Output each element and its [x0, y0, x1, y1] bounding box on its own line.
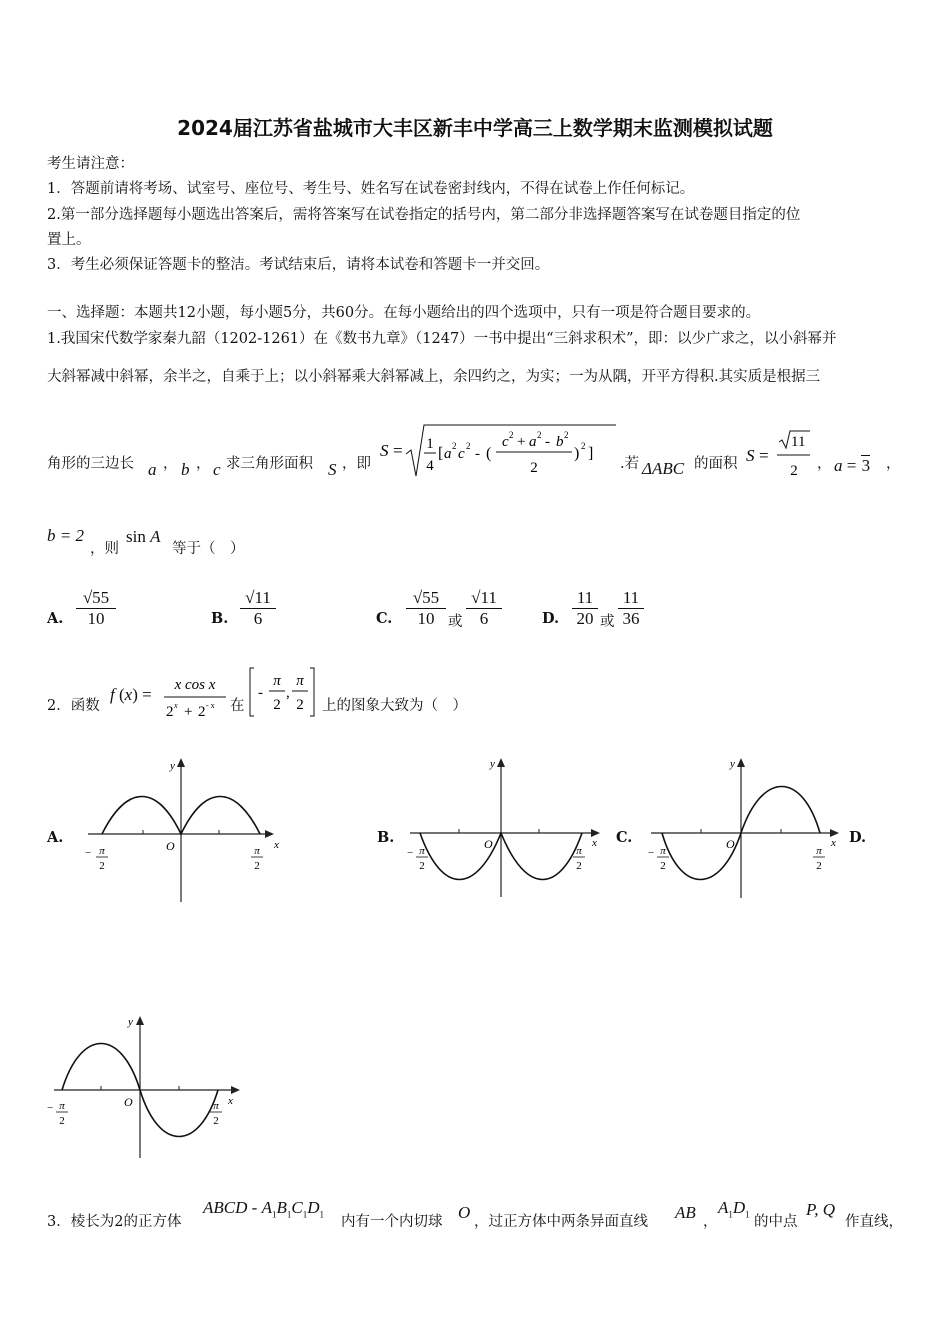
- svg-text:+: +: [517, 434, 526, 450]
- q1-text: 角形的三边长: [47, 456, 134, 472]
- sin-a: sin A: [126, 527, 161, 546]
- svg-text:): ): [574, 445, 580, 462]
- svg-text:y: y: [128, 1016, 133, 1028]
- svg-text:π: π: [660, 845, 666, 857]
- svg-text:S: S: [380, 441, 389, 460]
- sphere-center: O: [458, 1203, 471, 1222]
- svg-text:2: 2: [581, 441, 586, 451]
- line-ab: AB: [675, 1203, 696, 1222]
- svg-text:2: 2: [419, 860, 425, 872]
- svg-text:2: 2: [564, 430, 569, 440]
- svg-text:x cos x: x cos x: [174, 677, 216, 693]
- svg-text:a: a: [444, 446, 452, 462]
- option-c-fraction: $\frac{√55}{10}$: [406, 588, 446, 629]
- notice-item: 3．考生必须保证答题卡的整洁。考试结束后，请将本试卷和答题卡一并交回。: [47, 257, 550, 273]
- option-label: D.: [542, 610, 560, 627]
- svg-text:2: 2: [452, 441, 457, 451]
- q3-text: ，过正方体中两条异面直线: [474, 1214, 648, 1230]
- graph-c: [645, 752, 845, 904]
- points-pq: P, Q: [806, 1200, 835, 1219]
- q2-text: 在: [230, 698, 245, 714]
- graph-label: A.: [47, 829, 64, 846]
- q1-text-line: 1.我国宋代数学家秦九韶（1202-1261）在《数书九章》（1247）一书中提出“三斜求积术”，即：以少广求之，以小斜幂并: [47, 331, 837, 347]
- q1-text: 等于（ ）: [172, 541, 245, 557]
- svg-text:y: y: [170, 760, 175, 772]
- var-b: b: [181, 460, 190, 479]
- svg-text:x: x: [174, 701, 178, 710]
- svg-text:2: 2: [530, 460, 538, 476]
- svg-text:2: 2: [213, 1115, 219, 1127]
- triangle-abc: ΔABC: [642, 459, 685, 478]
- svg-text:2: 2: [660, 860, 666, 872]
- function-fraction: [162, 668, 228, 722]
- svg-text:2: 2: [273, 697, 281, 713]
- svg-text:O: O: [484, 837, 493, 851]
- svg-text:2: 2: [576, 860, 582, 872]
- notice-heading: 考生请注意：: [47, 156, 134, 172]
- section-heading: 一、选择题：本题共12小题，每小题5分，共60分。在每小题给出的四个选项中，只有一项是符合题目要求的。: [47, 305, 761, 321]
- graph-label: D.: [849, 829, 867, 846]
- q2-text: 上的图象大致为（ ）: [322, 698, 467, 714]
- a-value: a = 3: [834, 456, 871, 475]
- option-d-fraction-2: $\frac{11}{36}$: [618, 588, 644, 629]
- svg-text:π: π: [296, 673, 304, 689]
- svg-text:=: =: [393, 441, 403, 460]
- q3-text: 作直线，: [845, 1214, 903, 1230]
- q1-text: ，即: [342, 456, 371, 472]
- interval: [248, 664, 320, 720]
- svg-text:−: −: [47, 1102, 54, 1114]
- graph-label: B.: [377, 829, 395, 846]
- notice-item: 1．答题前请将考场、试室号、座位号、考生号、姓名写在试卷密封线内，不得在试卷上作任何标记。: [47, 181, 695, 197]
- option-d-fraction: $\frac{11}{20}$: [572, 588, 598, 629]
- svg-text:b: b: [556, 434, 564, 450]
- q2-text: 2．函数: [47, 698, 100, 714]
- svg-text:c: c: [458, 446, 465, 462]
- svg-text:x: x: [831, 837, 836, 849]
- svg-text:x: x: [228, 1095, 233, 1107]
- q3-text: 3．棱长为2的正方体: [47, 1214, 182, 1230]
- svg-text:2: 2: [509, 430, 514, 440]
- var-S: S: [328, 460, 337, 479]
- svg-text:π: π: [576, 845, 582, 857]
- cube-name: ABCD - $A_1B_1C_1D_1$: [203, 1198, 324, 1220]
- graph-d: [44, 1012, 249, 1162]
- svg-text:2: 2: [166, 704, 174, 720]
- svg-text:2: 2: [99, 860, 105, 872]
- q1-text: 的面积: [694, 456, 738, 472]
- svg-text:4: 4: [426, 458, 434, 474]
- line-a1d1: $A_1D_1$: [718, 1198, 750, 1220]
- heron-formula: [378, 418, 618, 480]
- option-a-fraction: $\frac{√55}{10}$: [76, 588, 116, 629]
- option-c-fraction-2: $\frac{√11}{6}$: [466, 588, 502, 629]
- svg-text:-: -: [258, 685, 263, 701]
- svg-text:-: -: [475, 446, 480, 462]
- svg-text:11: 11: [791, 434, 806, 450]
- svg-text:]: ]: [588, 445, 594, 462]
- svg-text:O: O: [124, 1095, 133, 1109]
- var-c: c: [213, 460, 221, 479]
- q3-text: 的中点: [754, 1214, 798, 1230]
- svg-text:-: -: [545, 434, 550, 450]
- svg-text:2: 2: [296, 697, 304, 713]
- notice-item: 2.第一部分选择题每小题选出答案后，需将答案写在试卷指定的括号内，第二部分非选择题答案写在试卷题目指定的位: [47, 207, 801, 223]
- q1-text: .若: [620, 456, 640, 472]
- b-value: b = 2: [47, 526, 84, 545]
- graph-b: [404, 752, 604, 904]
- svg-text:2: 2: [816, 860, 822, 872]
- svg-text:π: π: [816, 845, 822, 857]
- svg-text:(: (: [486, 445, 492, 462]
- option-label: A.: [47, 610, 64, 627]
- option-b-fraction: $\frac{√11}{6}$: [240, 588, 276, 629]
- q1-text-line: 大斜幂减中斜幂，余半之，自乘于上；以小斜幂乘大斜幂减上，余四约之，为实；一为从隅，开平方得积.其实质是根据三: [47, 369, 821, 385]
- svg-text:−: −: [407, 847, 414, 859]
- svg-text:2: 2: [254, 860, 260, 872]
- svg-text:π: π: [99, 845, 105, 857]
- svg-text:−: −: [85, 847, 92, 859]
- graph-a: [82, 752, 282, 904]
- svg-text:y: y: [490, 758, 495, 770]
- svg-text:2: 2: [537, 430, 542, 440]
- svg-text:π: π: [59, 1100, 65, 1112]
- option-label: B.: [211, 610, 229, 627]
- svg-text:2: 2: [790, 463, 798, 479]
- svg-text:S: S: [746, 446, 755, 465]
- svg-text:O: O: [166, 839, 175, 853]
- q1-text: ，则: [90, 541, 119, 557]
- area-value: [744, 428, 814, 482]
- svg-text:,: ,: [286, 685, 290, 701]
- svg-text:O: O: [726, 837, 735, 851]
- svg-text:=: =: [759, 446, 769, 465]
- function-name: f (x) =: [110, 685, 152, 704]
- graph-label: C.: [616, 829, 633, 846]
- svg-text:π: π: [419, 845, 425, 857]
- q3-text: 内有一个内切球: [341, 1214, 443, 1230]
- q1-text: 求三角形面积: [226, 456, 313, 472]
- svg-text:2: 2: [198, 704, 206, 720]
- notice-item: 置上。: [47, 232, 91, 248]
- svg-text:y: y: [730, 758, 735, 770]
- svg-text:π: π: [273, 673, 281, 689]
- svg-text:- x: - x: [206, 701, 215, 710]
- svg-text:[: [: [438, 445, 444, 462]
- svg-text:2: 2: [59, 1115, 65, 1127]
- svg-text:−: −: [648, 847, 655, 859]
- svg-text:1: 1: [426, 436, 434, 452]
- svg-text:a: a: [529, 434, 537, 450]
- var-a: a: [148, 460, 157, 479]
- svg-text:c: c: [502, 434, 509, 450]
- svg-text:2: 2: [466, 441, 471, 451]
- svg-text:π: π: [254, 845, 260, 857]
- svg-text:x: x: [274, 839, 279, 851]
- option-label: C.: [376, 610, 393, 627]
- svg-text:π: π: [213, 1100, 219, 1112]
- svg-text:+: +: [184, 704, 193, 720]
- svg-text:x: x: [592, 837, 597, 849]
- page-title: 2024届江苏省盐城市大丰区新丰中学高三上数学期末监测模拟试题: [177, 116, 773, 140]
